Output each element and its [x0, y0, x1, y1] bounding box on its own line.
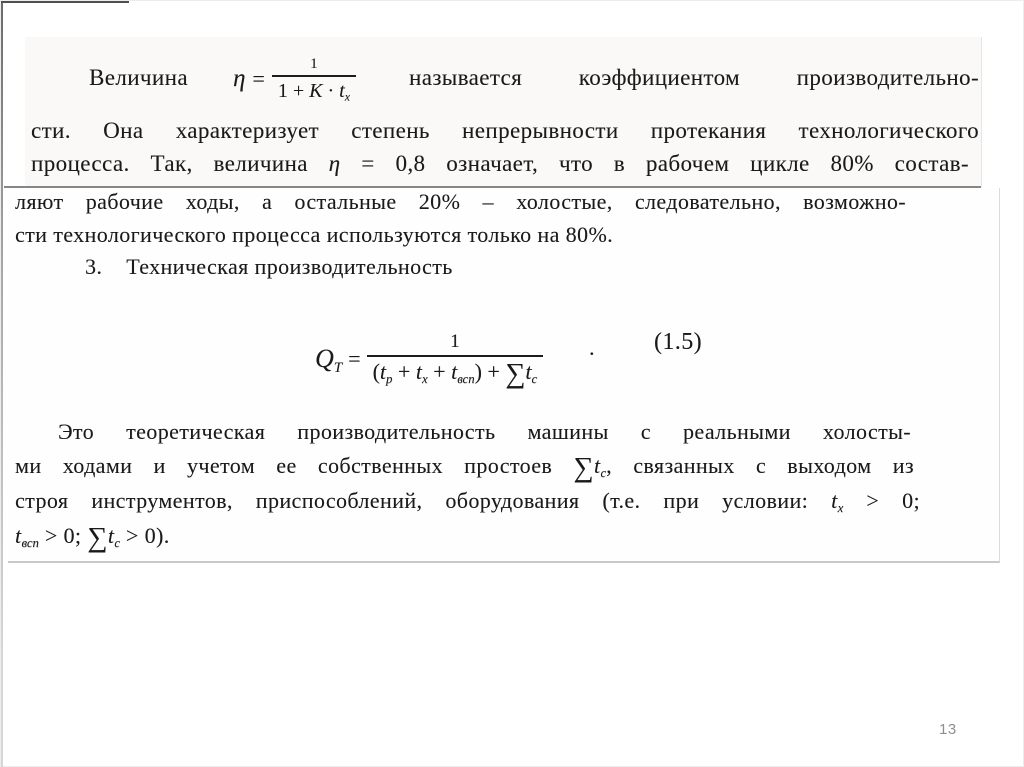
text-line: строя инструментов, приспособлений, оборудования (т.е. при условии: $t_x > 0$; [15, 488, 920, 516]
fraction-numerator: 1 [310, 56, 318, 72]
eta-formula [233, 56, 356, 103]
text-line: процесса. Так, величина η = 0,8 означает, что в рабочем цикле 80% состав- [31, 151, 969, 176]
equals-sign: = [348, 345, 361, 371]
fraction [272, 56, 356, 103]
text-line: сти. Она характеризует степень непрерывности протекания технологического [31, 118, 979, 143]
heading-number: 3. [85, 254, 103, 279]
section-heading [85, 254, 453, 280]
text-line: Это теоретическая производительность машины с реальными холосты- [58, 419, 911, 444]
text-line: ляют рабочие ходы, а остальные 20% – холостые, следовательно, возможно- [15, 189, 906, 214]
formula-period: . [589, 335, 595, 360]
fraction [367, 331, 544, 390]
page-number: 13 [939, 721, 957, 738]
fraction-denominator: $(t_p + t_x + t_{всп}) + \sum t_c$ [367, 355, 544, 385]
text-line: ми ходами и учетом ее собственных простоев $\sum t_c$, связанных с выходом из [15, 452, 914, 484]
text-line: сти технологического процесса используются только на 80%. [15, 222, 614, 247]
slide-left-edge [1, 1, 3, 767]
qt-symbol: $Q_T$ [315, 343, 343, 376]
equation-number: (1.5) [654, 329, 702, 355]
qt-formula [315, 331, 543, 390]
slide-top-edge [1, 1, 129, 3]
equals-sign: = [252, 66, 265, 92]
heading-text: Техническая производительность [126, 254, 453, 279]
scan-blocks-divider [4, 186, 981, 188]
text-line: Величина [89, 65, 188, 90]
fraction-denominator: $1 + K \cdot t_x$ [272, 75, 356, 103]
eta-symbol: η [233, 65, 246, 93]
text-line: $t_{всп} > 0$; $\sum t_c > 0$). [15, 522, 170, 554]
text-line: называется коэффициентом производительно- [409, 65, 979, 90]
fraction-numerator: 1 [450, 331, 460, 352]
